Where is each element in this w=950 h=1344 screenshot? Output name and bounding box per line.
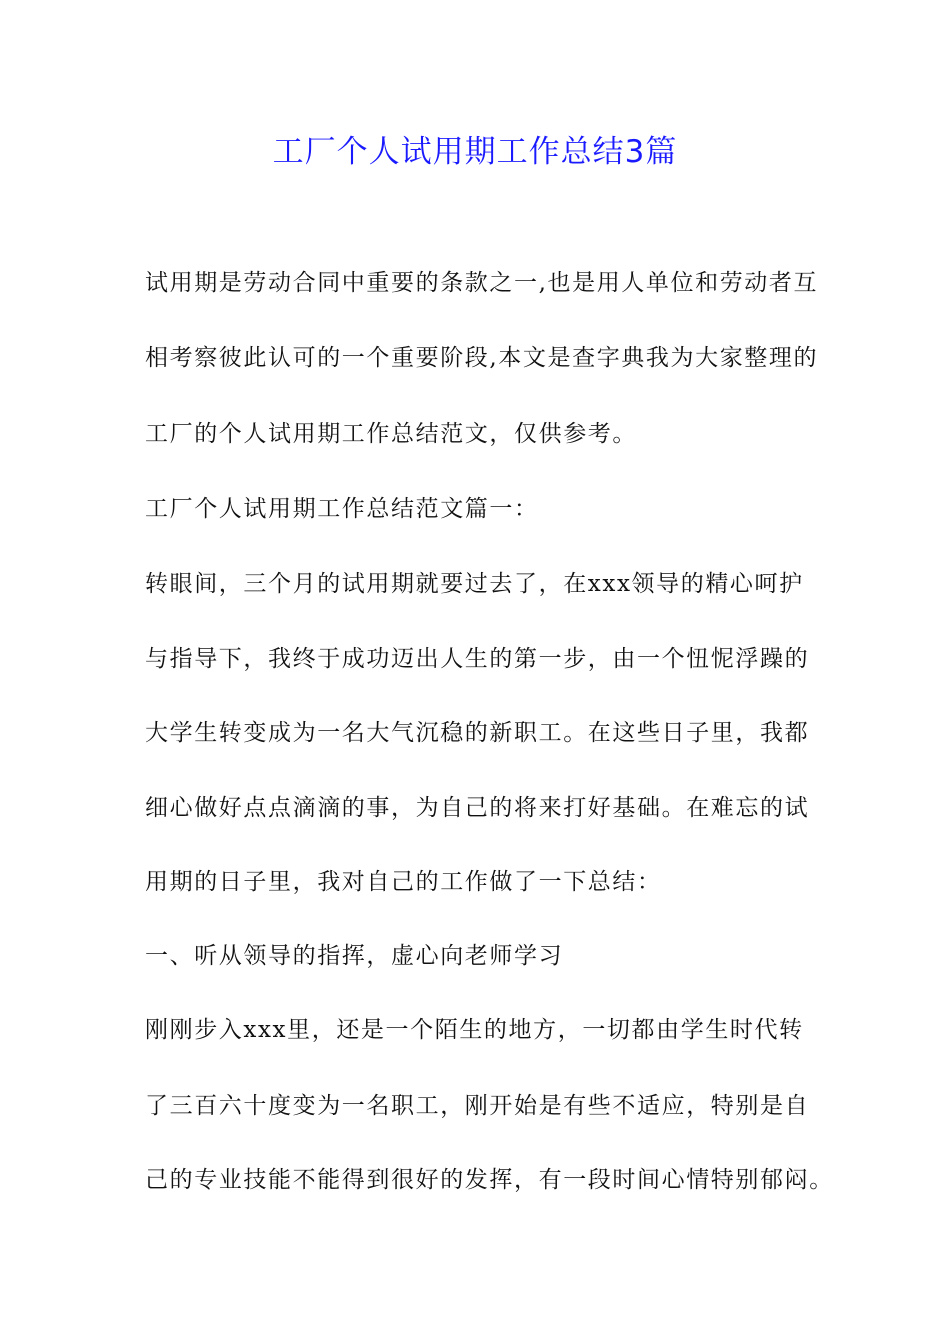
section-heading: 一、听从领导的指挥，虚心向老师学习	[145, 943, 564, 969]
paragraph-line: 用期的日子里，我对自己的工作做了一下总结：	[145, 869, 662, 895]
document-title: 工厂个人试用期工作总结3篇	[272, 134, 678, 170]
paragraph-line: 转眼间，三个月的试用期就要过去了，在xxx领导的精心呵护	[145, 571, 804, 597]
paragraph-line: 细心做好点点滴滴的事，为自己的将来打好基础。在难忘的试	[145, 795, 810, 821]
paragraph-line: 了三百六十度变为一名职工，刚开始是有些不适应，特别是自	[145, 1093, 810, 1119]
paragraph-line: 相考察彼此认可的一个重要阶段,本文是查字典我为大家整理的	[145, 345, 819, 371]
paragraph-line: 刚刚步入xxx里，还是一个陌生的地方，一切都由学生时代转	[145, 1017, 804, 1043]
paragraph-line: 与指导下，我终于成功迈出人生的第一步，由一个忸怩浮躁的	[145, 646, 810, 672]
paragraph-line: 己的专业技能不能得到很好的发挥，有一段时间心情特别郁闷。	[145, 1167, 834, 1193]
paragraph-line: 大学生转变成为一名大气沉稳的新职工。在这些日子里，我都	[145, 720, 810, 746]
paragraph-line: 工厂的个人试用期工作总结范文，仅供参考。	[145, 421, 637, 447]
paragraph-line: 试用期是劳动合同中重要的条款之一,也是用人单位和劳动者互	[145, 270, 819, 296]
section-heading: 工厂个人试用期工作总结范文篇一：	[145, 496, 539, 522]
